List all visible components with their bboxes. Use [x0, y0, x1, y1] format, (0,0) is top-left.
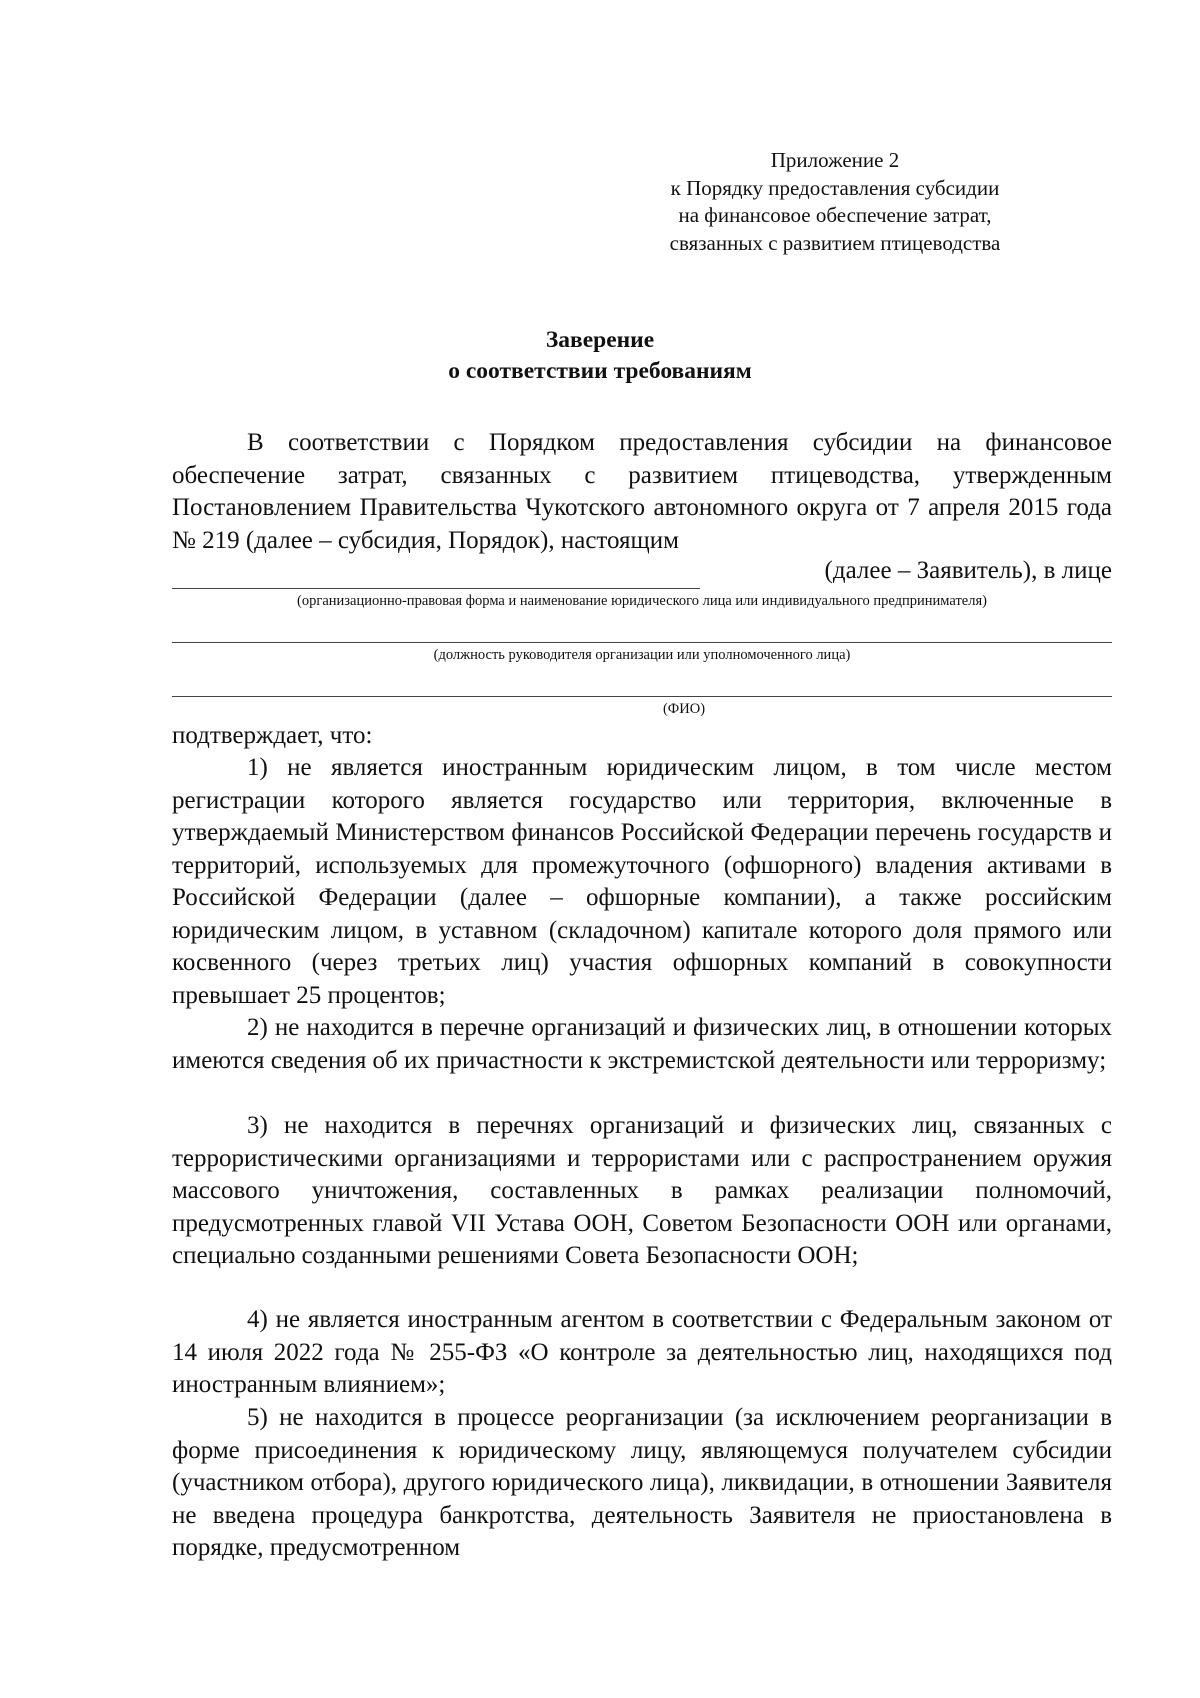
organization-fill-line: [172, 588, 700, 589]
appendix-line: на финансовое обеспечение затрат,: [678, 203, 992, 227]
requirement-item-5: 5) не находится в процессе реорганизации (за исключением реорганизации в форме присоединения к юридическому лицу, являющемуся получателем субсидии (участником отбора), другого юридического лица), ликвидации, в отношении Заявителя не введена процедура банкротства, деятельность Заявителя не приостановлена в порядке, предусмотренном: [172, 1404, 1112, 1561]
requirement-item-4: 4) не является иностранным агентом в соответствии с Федеральным законом от 14 июля 2022 года № 255-ФЗ «О контроле за деятельностью лиц, находящихся под иностранным влиянием»;: [172, 1306, 1112, 1398]
position-fill-line: [172, 642, 1112, 643]
intro-paragraph: В соответствии с Порядком предоставления субсидии на финансовое обеспечение затрат, связанных с развитием птицеводства, утвержденным Постановлением Правительства Чукотского автономного округа от 7 апреля 2015 года № 219 (далее – субсидия, Порядок), настоящим: [172, 429, 1112, 554]
applicant-suffix: (далее – Заявитель), в лице: [824, 557, 1112, 584]
confirms-line: подтверждает, что:: [172, 722, 373, 749]
appendix-line: связанных с развитием птицеводства: [669, 230, 1001, 255]
position-caption: (должность руководителя организации или уполномоченного лица): [433, 647, 851, 663]
organization-caption: (организационно-правовая форма и наименование юридического лица или индивидуального предпринимателя): [297, 593, 987, 609]
fio-fill-line: [172, 696, 1112, 697]
title-line: Заверение: [545, 327, 655, 353]
fio-caption: (ФИО): [662, 701, 706, 717]
requirement-item-2: 2) не находится в перечне организаций и физических лиц, в отношении которых имеются сведения об их причастности к экстремистской деятельности или терроризму;: [172, 1014, 1112, 1074]
title-line: о соответствии требованиям: [448, 358, 752, 384]
requirement-item-1: 1) не является иностранным юридическим лицом, в том числе местом регистрации которого является государство или территория, включенные в утверждаемый Министерством финансов Российской Федерации перечень государств и территорий, используемых для промежуточного (офшорного) владения активами в Российской Федерации (далее – офшорные компании), а также российским юридическим лицом, в уставном (складочном) капитале которого доля прямого или косвенного (через третьих лиц) участия офшорных компаний в совокупности превышает 25 процентов;: [172, 754, 1112, 1009]
appendix-header: [620, 147, 1050, 257]
document-title: [0, 325, 1200, 387]
appendix-line: к Порядку предоставления субсидии: [670, 175, 1000, 200]
requirement-item-3: 3) не находится в перечнях организаций и физических лиц, связанных с террористическими организациями и террористами или с распространением оружия массового уничтожения, составленных в рамках реализации полномочий, предусмотренных главой VII Устава ООН, Советом Безопасности ООН или органами, специально созданными решениями Совета Безопасности ООН;: [172, 1112, 1112, 1269]
appendix-line: Приложение 2: [770, 148, 900, 172]
